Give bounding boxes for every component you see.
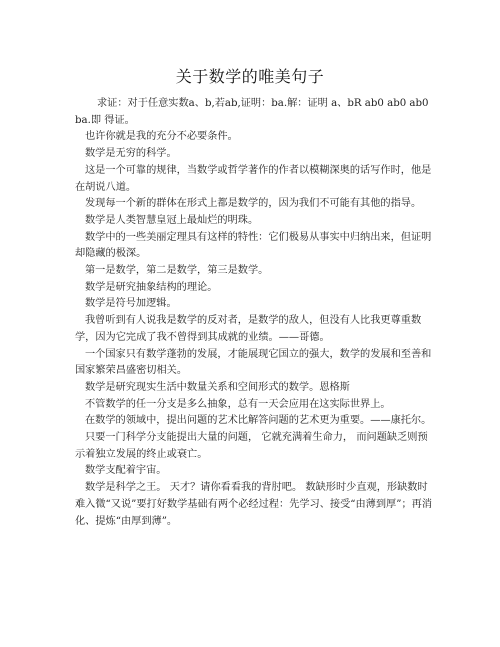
paragraph: 数学支配着宇宙。 <box>85 465 167 477</box>
paragraph: 这是一个可靠的规律，当数学或哲学著作的作者以模糊深奥的话写作时，他是在胡说八道。 <box>75 164 432 193</box>
paragraph: 在数学的领域中，提出问题的艺术比解答问题的艺术更为重要。——康托尔。 <box>85 415 432 427</box>
document-title: 关于数学的唯美句子 <box>175 67 325 86</box>
paragraph: 也许你就是我的充分不必要条件。 <box>85 131 238 143</box>
paragraph: 发现每一个新的群体在形式上都是数学的，因为我们不可能有其他的指导。 <box>85 198 422 210</box>
paragraph: 数学是人类智慧皇冠上最灿烂的明珠。 <box>85 214 259 226</box>
paragraph: 数学是科学之王。 天才？请你看看我的背肘吧。 数缺形时少直观，形缺数时难入微“又说”要打好数学基础有两个必经过程：先学习、接受“由薄到厚”；再消化、提炼“由厚到薄”。 <box>75 482 433 527</box>
paragraph: 不管数学的任一分支是多么抽象，总有一天会应用在这实际世界上。 <box>85 398 391 410</box>
paragraph: 只要一门科学分支能提出大量的问题， 它就充满着生命力， 而问题缺乏则预示着独立发展的终止或衰亡。 <box>75 432 428 460</box>
paragraph: 第一是数学，第二是数学，第三是数学。 <box>85 265 269 277</box>
paragraph: 数学是无穷的科学。 <box>85 148 177 160</box>
paragraph: 一个国家只有数学蓬勃的发展，才能展现它国立的强大，数学的发展和至善和国家繁荣昌盛密切相关。 <box>75 348 432 377</box>
document-body <box>75 96 435 530</box>
paragraph-proof: 求证：对于任意实数a、b,若ab,证明：ba.解：证明 a、bR ab0 ab0 ab0 ba.即 得证。 <box>75 98 429 126</box>
paragraph: 我曾听到有人说我是数学的反对者，是数学的敌人，但没有人比我更尊重数学，因为它完成了我不曾得到其成就的业绩。——哥德。 <box>75 315 422 343</box>
paragraph: 数学是符号加逻辑。 <box>85 298 177 310</box>
paragraph: 数学是研究现实生活中数量关系和空间形式的数学。恩格斯 <box>85 381 350 393</box>
paragraph: 数学是研究抽象结构的理论。 <box>85 281 218 293</box>
paragraph: 数学中的一些美丽定理具有这样的特性：它们极易从事实中归纳出来，但证明却隐藏的极深。 <box>75 231 432 260</box>
